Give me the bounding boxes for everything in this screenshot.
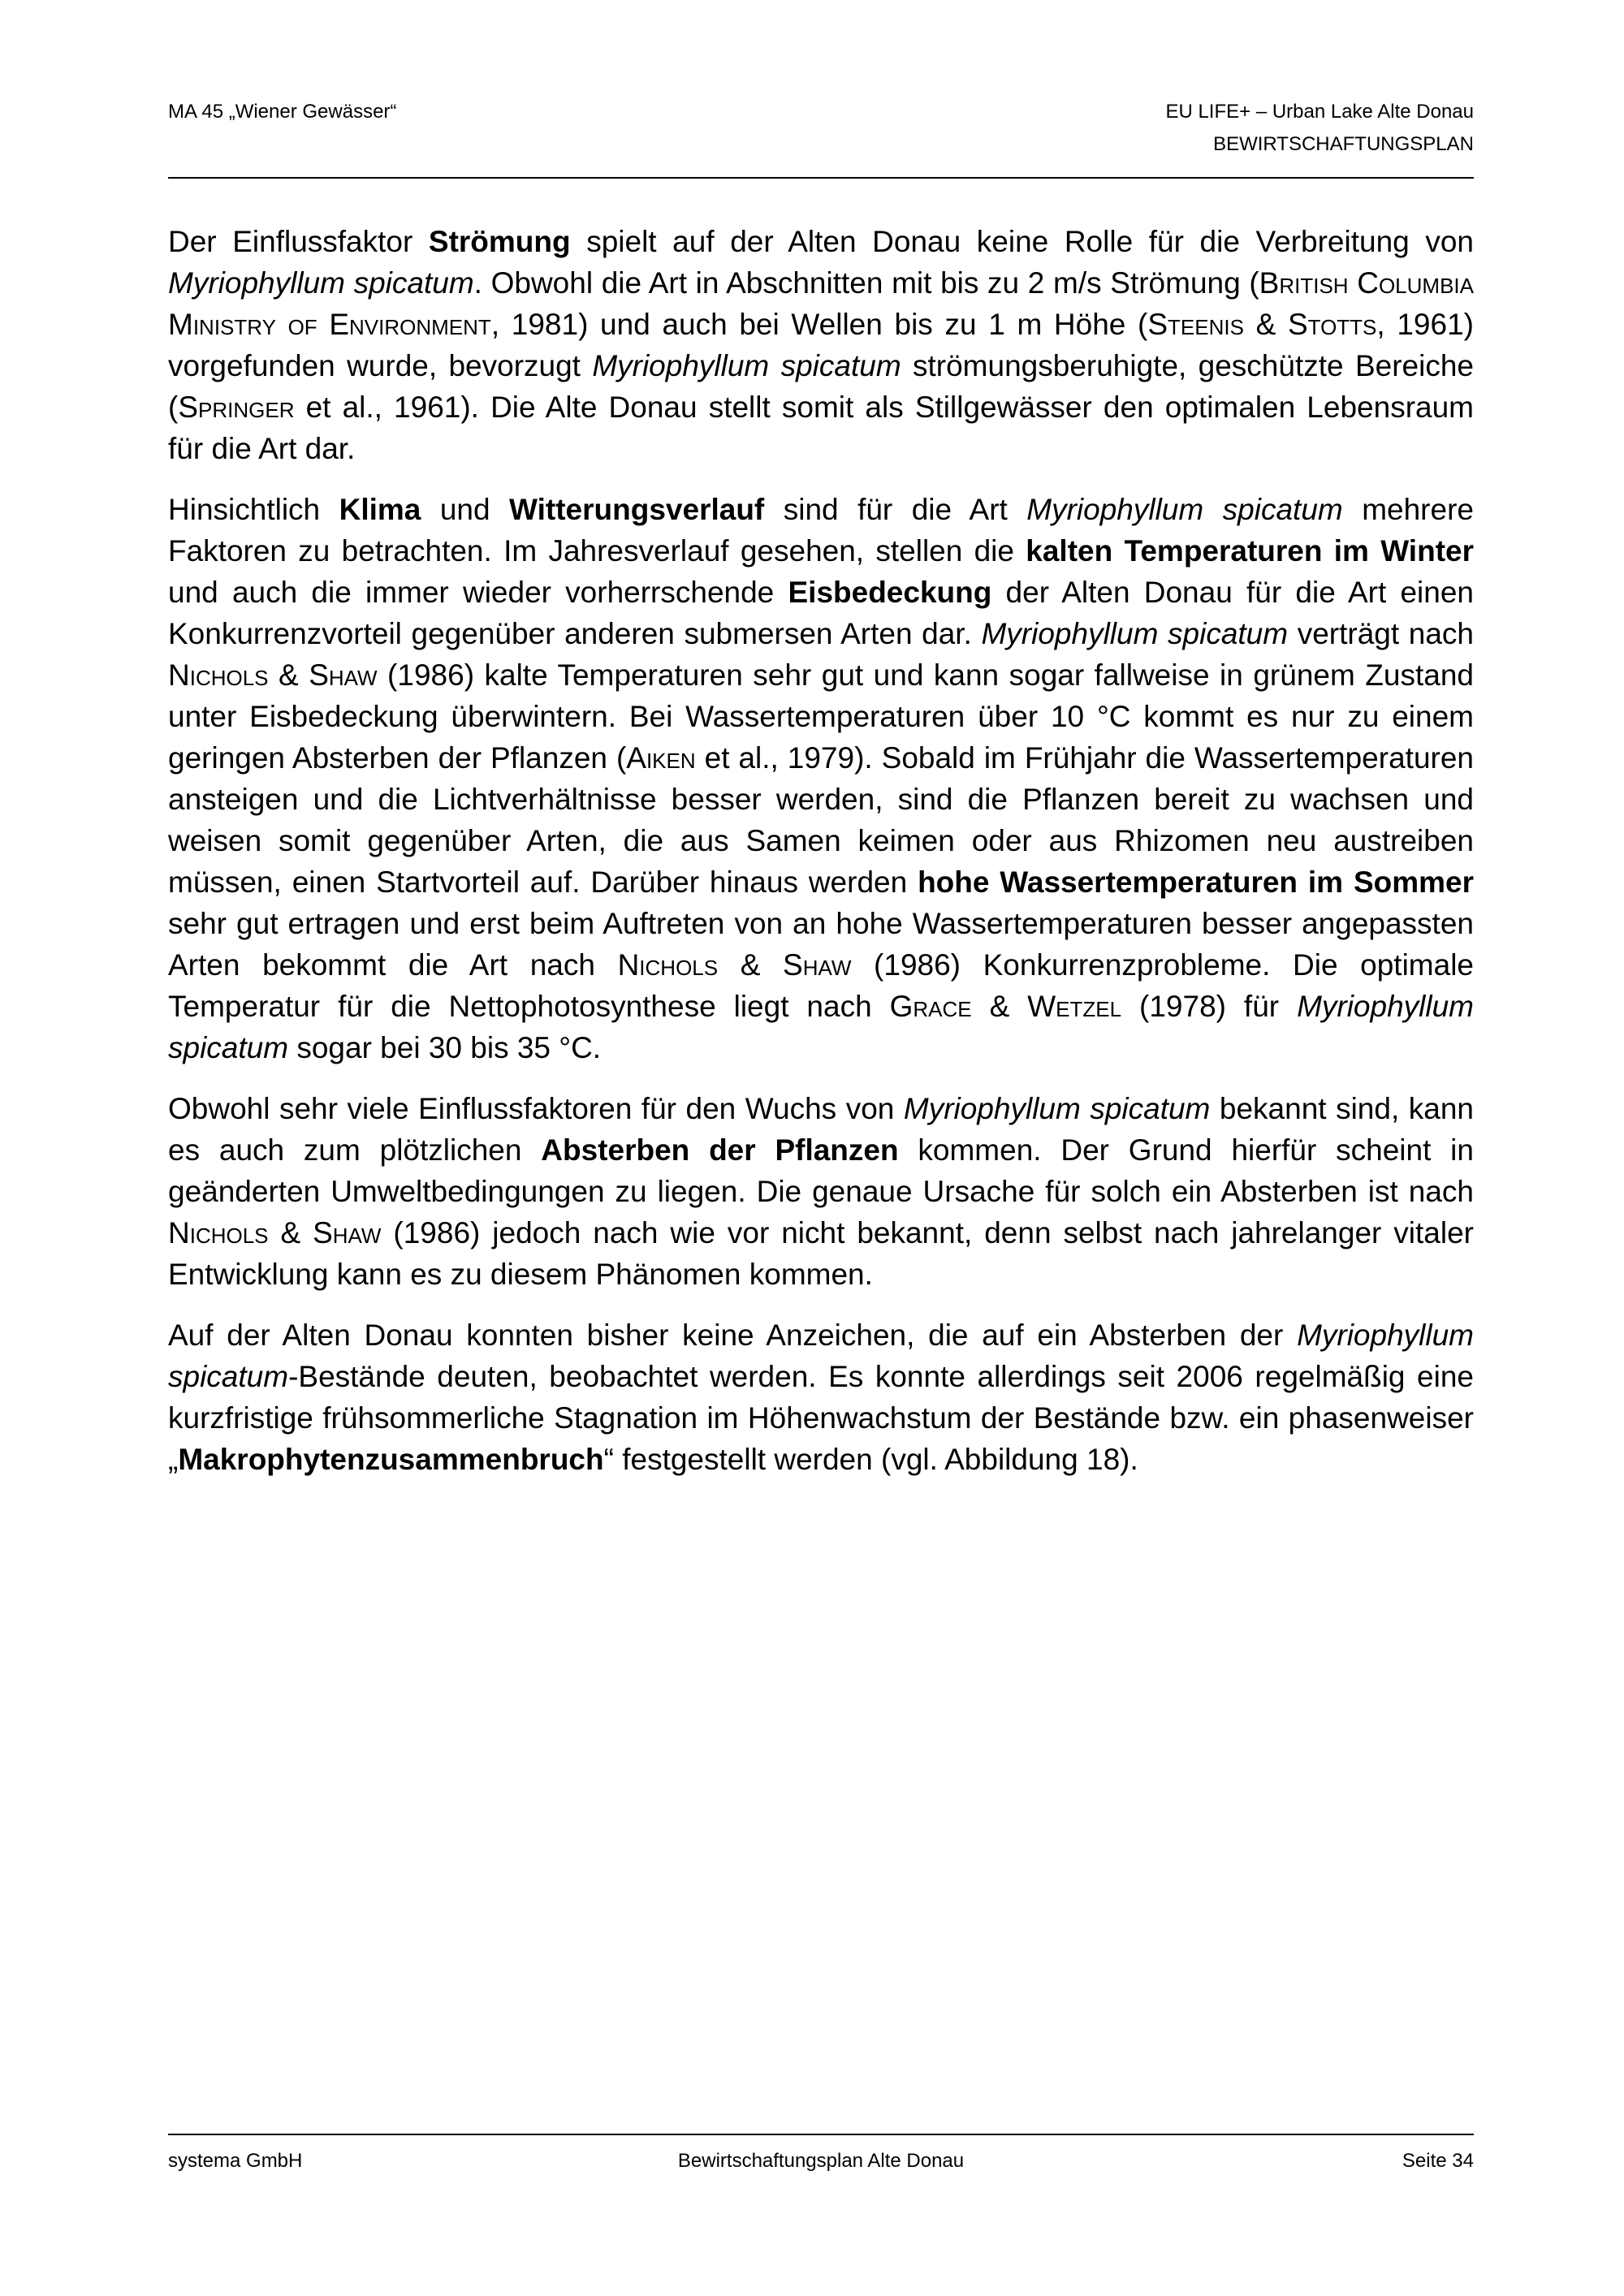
bold-term: Eisbedeckung xyxy=(788,576,992,609)
species-name: Myriophyllum spicatum xyxy=(592,349,901,382)
header-document-type: BEWIRTSCHAFTUNGSPLAN xyxy=(1213,133,1474,155)
citation-author: Aiken xyxy=(626,741,696,775)
footer-document-title: Bewirtschaftungsplan Alte Donau xyxy=(677,2150,965,2172)
text-run: verträgt nach xyxy=(1288,617,1474,650)
text-run: Obwohl sehr viele Einflussfaktoren für den Wuchs von xyxy=(168,1092,904,1125)
text-run: et al., 1979). Sobald im Frühjahr die Wassertemperaturen ansteigen und die Lichtverhältnisse besser werden, sind die Pflanzen bereit zu wachsen und weisen somit gegenüber Arten, die aus Samen keimen oder aus Rhizomen neu austreiben müssen, einen Startvorteil auf. Darüber hinaus werden xyxy=(168,741,1474,899)
text-run: . Obwohl die Art in Abschnitten mit bis zu 2 m/s Strömung ( xyxy=(473,266,1259,300)
paragraph-stroemung xyxy=(168,221,1474,469)
bold-term: kalten Temperaturen im Winter xyxy=(1026,534,1474,568)
header-project-title: EU LIFE+ – Urban Lake Alte Donau xyxy=(1165,101,1474,123)
text-run: Hinsichtlich xyxy=(168,493,339,526)
species-name: Myriophyllum spicatum xyxy=(981,617,1289,650)
text-run: strömungsberuhigte, geschützte Bereiche ( xyxy=(168,349,1474,424)
main-content xyxy=(168,221,1474,1500)
text-run: , 1981) und auch bei Wellen bis zu 1 m Höhe ( xyxy=(490,308,1148,341)
citation-author: Grace & Wetzel xyxy=(889,990,1122,1023)
paragraph-absterben xyxy=(168,1088,1474,1295)
text-run: (1986) Konkurrenzprobleme. Die optimale Temperatur für die Nettophotosynthese liegt nach xyxy=(168,948,1474,1023)
text-run: et al., 1961). Die Alte Donau stellt somit als Stillgewässer den optimalen Lebensraum für die Art dar. xyxy=(168,391,1474,465)
text-run: kommen. Der Grund hierfür scheint in geänderten Umweltbedingungen zu liegen. Die genaue Ursache für solch ein Absterben ist nach xyxy=(168,1133,1474,1208)
paragraph-alte-donau xyxy=(168,1314,1474,1480)
bold-term: Makrophytenzusammenbruch xyxy=(178,1443,604,1476)
text-run: (1986) kalte Temperaturen sehr gut und kann sogar fallweise in grünem Zustand unter Eisbedeckung überwintern. Bei Wassertemperaturen über 10 °C kommt es nur zu einem geringen Absterben der Pflanzen ( xyxy=(168,658,1474,775)
page-number: Seite 34 xyxy=(1402,2150,1474,2172)
species-name: Myriophyllum spicatum xyxy=(168,1318,1474,1393)
text-run: mehrere Faktoren zu betrachten. Im Jahresverlauf gesehen, stellen die xyxy=(168,493,1474,568)
species-name: Myriophyllum spicatum xyxy=(1026,493,1343,526)
citation-author: Nichols & Shaw xyxy=(168,1216,382,1249)
species-name: Myriophyllum spicatum xyxy=(168,990,1474,1064)
bold-term: Klima xyxy=(339,493,421,526)
text-run: , 1961) vorgefunden wurde, bevorzugt xyxy=(168,308,1474,382)
paragraph-klima xyxy=(168,489,1474,1068)
text-run: bekannt sind, kann es auch zum plötzlichen xyxy=(168,1092,1474,1167)
text-run: -Bestände deuten, beobachtet werden. Es konnte allerdings seit 2006 regelmäßig eine kurzfristige frühsommerliche Stagnation im Höhenwachstum der Bestände bzw. ein phasenweiser „ xyxy=(168,1360,1474,1476)
text-run: sind für die Art xyxy=(764,493,1027,526)
species-name: Myriophyllum spicatum xyxy=(903,1092,1211,1125)
bold-term: hohe Wassertemperaturen im Sommer xyxy=(918,865,1474,899)
citation-author: British Columbia Ministry of Environment xyxy=(168,266,1474,341)
text-run: (1978) für xyxy=(1121,990,1298,1023)
bold-term: Witterungsverlauf xyxy=(509,493,765,526)
text-run: “ festgestellt werden (vgl. Abbildung 18). xyxy=(603,1443,1138,1476)
citation-author: Nichols & Shaw xyxy=(168,658,378,692)
text-run: Der Einflussfaktor xyxy=(168,225,429,258)
text-run: der Alten Donau für die Art einen Konkurrenzvorteil gegenüber anderen submersen Arten dar. xyxy=(168,576,1474,650)
header-project xyxy=(1165,96,1474,161)
text-run: und auch die immer wieder vorherrschende xyxy=(168,576,788,609)
text-run: und xyxy=(421,493,510,526)
footer-company: systema GmbH xyxy=(168,2150,303,2172)
text-run: Auf der Alten Donau konnten bisher keine Anzeichen, die auf ein Absterben der xyxy=(168,1318,1298,1352)
bold-term: Strömung xyxy=(428,225,571,258)
text-run: spielt auf der Alten Donau keine Rolle für die Verbreitung von xyxy=(570,225,1474,258)
text-run: sogar bei 30 bis 35 °C. xyxy=(288,1031,602,1064)
citation-author: Nichols & Shaw xyxy=(617,948,852,982)
citation-author: Springer xyxy=(178,391,295,424)
page-footer xyxy=(168,2134,1474,2184)
citation-author: Steenis & Stotts xyxy=(1147,308,1377,341)
text-run: sehr gut ertragen und erst beim Auftreten von an hohe Wassertemperaturen besser angepassten Arten bekommt die Art nach xyxy=(168,907,1474,982)
bold-term: Absterben der Pflanzen xyxy=(541,1133,899,1167)
text-run: (1986) jedoch nach wie vor nicht bekannt, denn selbst nach jahrelanger vitaler Entwicklung kann es zu diesem Phänomen kommen. xyxy=(168,1216,1474,1291)
page-header xyxy=(168,96,1474,179)
header-organization: MA 45 „Wiener Gewässer“ xyxy=(168,101,397,123)
species-name: Myriophyllum spicatum xyxy=(168,266,474,300)
